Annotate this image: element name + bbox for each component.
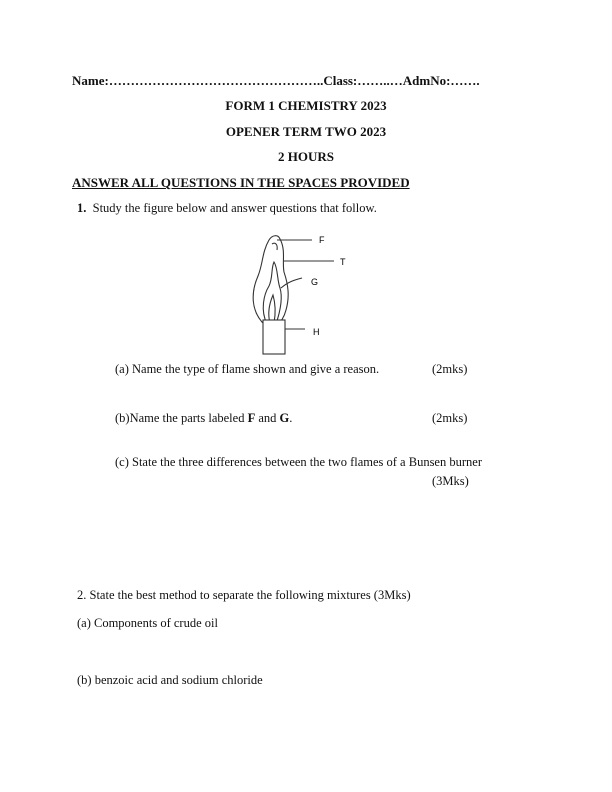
burner-tube <box>263 320 285 354</box>
question-1-stem <box>77 201 377 216</box>
question-number: 1. <box>77 201 87 215</box>
question-2a: (a) Components of crude oil <box>77 616 218 630</box>
exam-duration: 2 HOURS <box>278 149 334 164</box>
label-h: H <box>313 327 320 337</box>
question-1b-marks: (2mks) <box>432 411 468 425</box>
question-2b: (b) benzoic acid and sodium chloride <box>77 673 263 687</box>
name-class-admno-line: Name:…………………………………………..Class:……..…AdmNo:……. <box>72 73 480 88</box>
flame-inner-cone <box>263 262 281 324</box>
bold-f: F <box>247 411 256 425</box>
question-text: Study the figure below and answer questions that follow. <box>92 201 377 215</box>
exam-term: OPENER TERM TWO 2023 <box>225 124 387 139</box>
label-g: G <box>311 277 319 287</box>
bold-g: G <box>279 411 290 425</box>
label-t: T <box>340 257 346 267</box>
flame-innermost-zone <box>269 295 275 323</box>
question-1a-text: (a) Name the type of flame shown and give a reason. <box>115 362 380 376</box>
instructions: ANSWER ALL QUESTIONS IN THE SPACES PROVIDED <box>72 175 410 190</box>
flame-figure <box>236 228 366 358</box>
question-1b-text: (b)Name the parts labeled F and G. <box>115 411 293 425</box>
question-1c-text: (c) State the three differences between the two flames of a Bunsen burner <box>115 455 482 469</box>
question-1c-marks: (3Mks) <box>432 474 469 488</box>
question-1a-marks: (2mks) <box>432 362 468 376</box>
question-2-stem: 2. State the best method to separate the following mixtures (3Mks) <box>77 588 411 602</box>
label-f: F <box>319 235 325 245</box>
exam-title: FORM 1 CHEMISTRY 2023 <box>225 98 387 113</box>
